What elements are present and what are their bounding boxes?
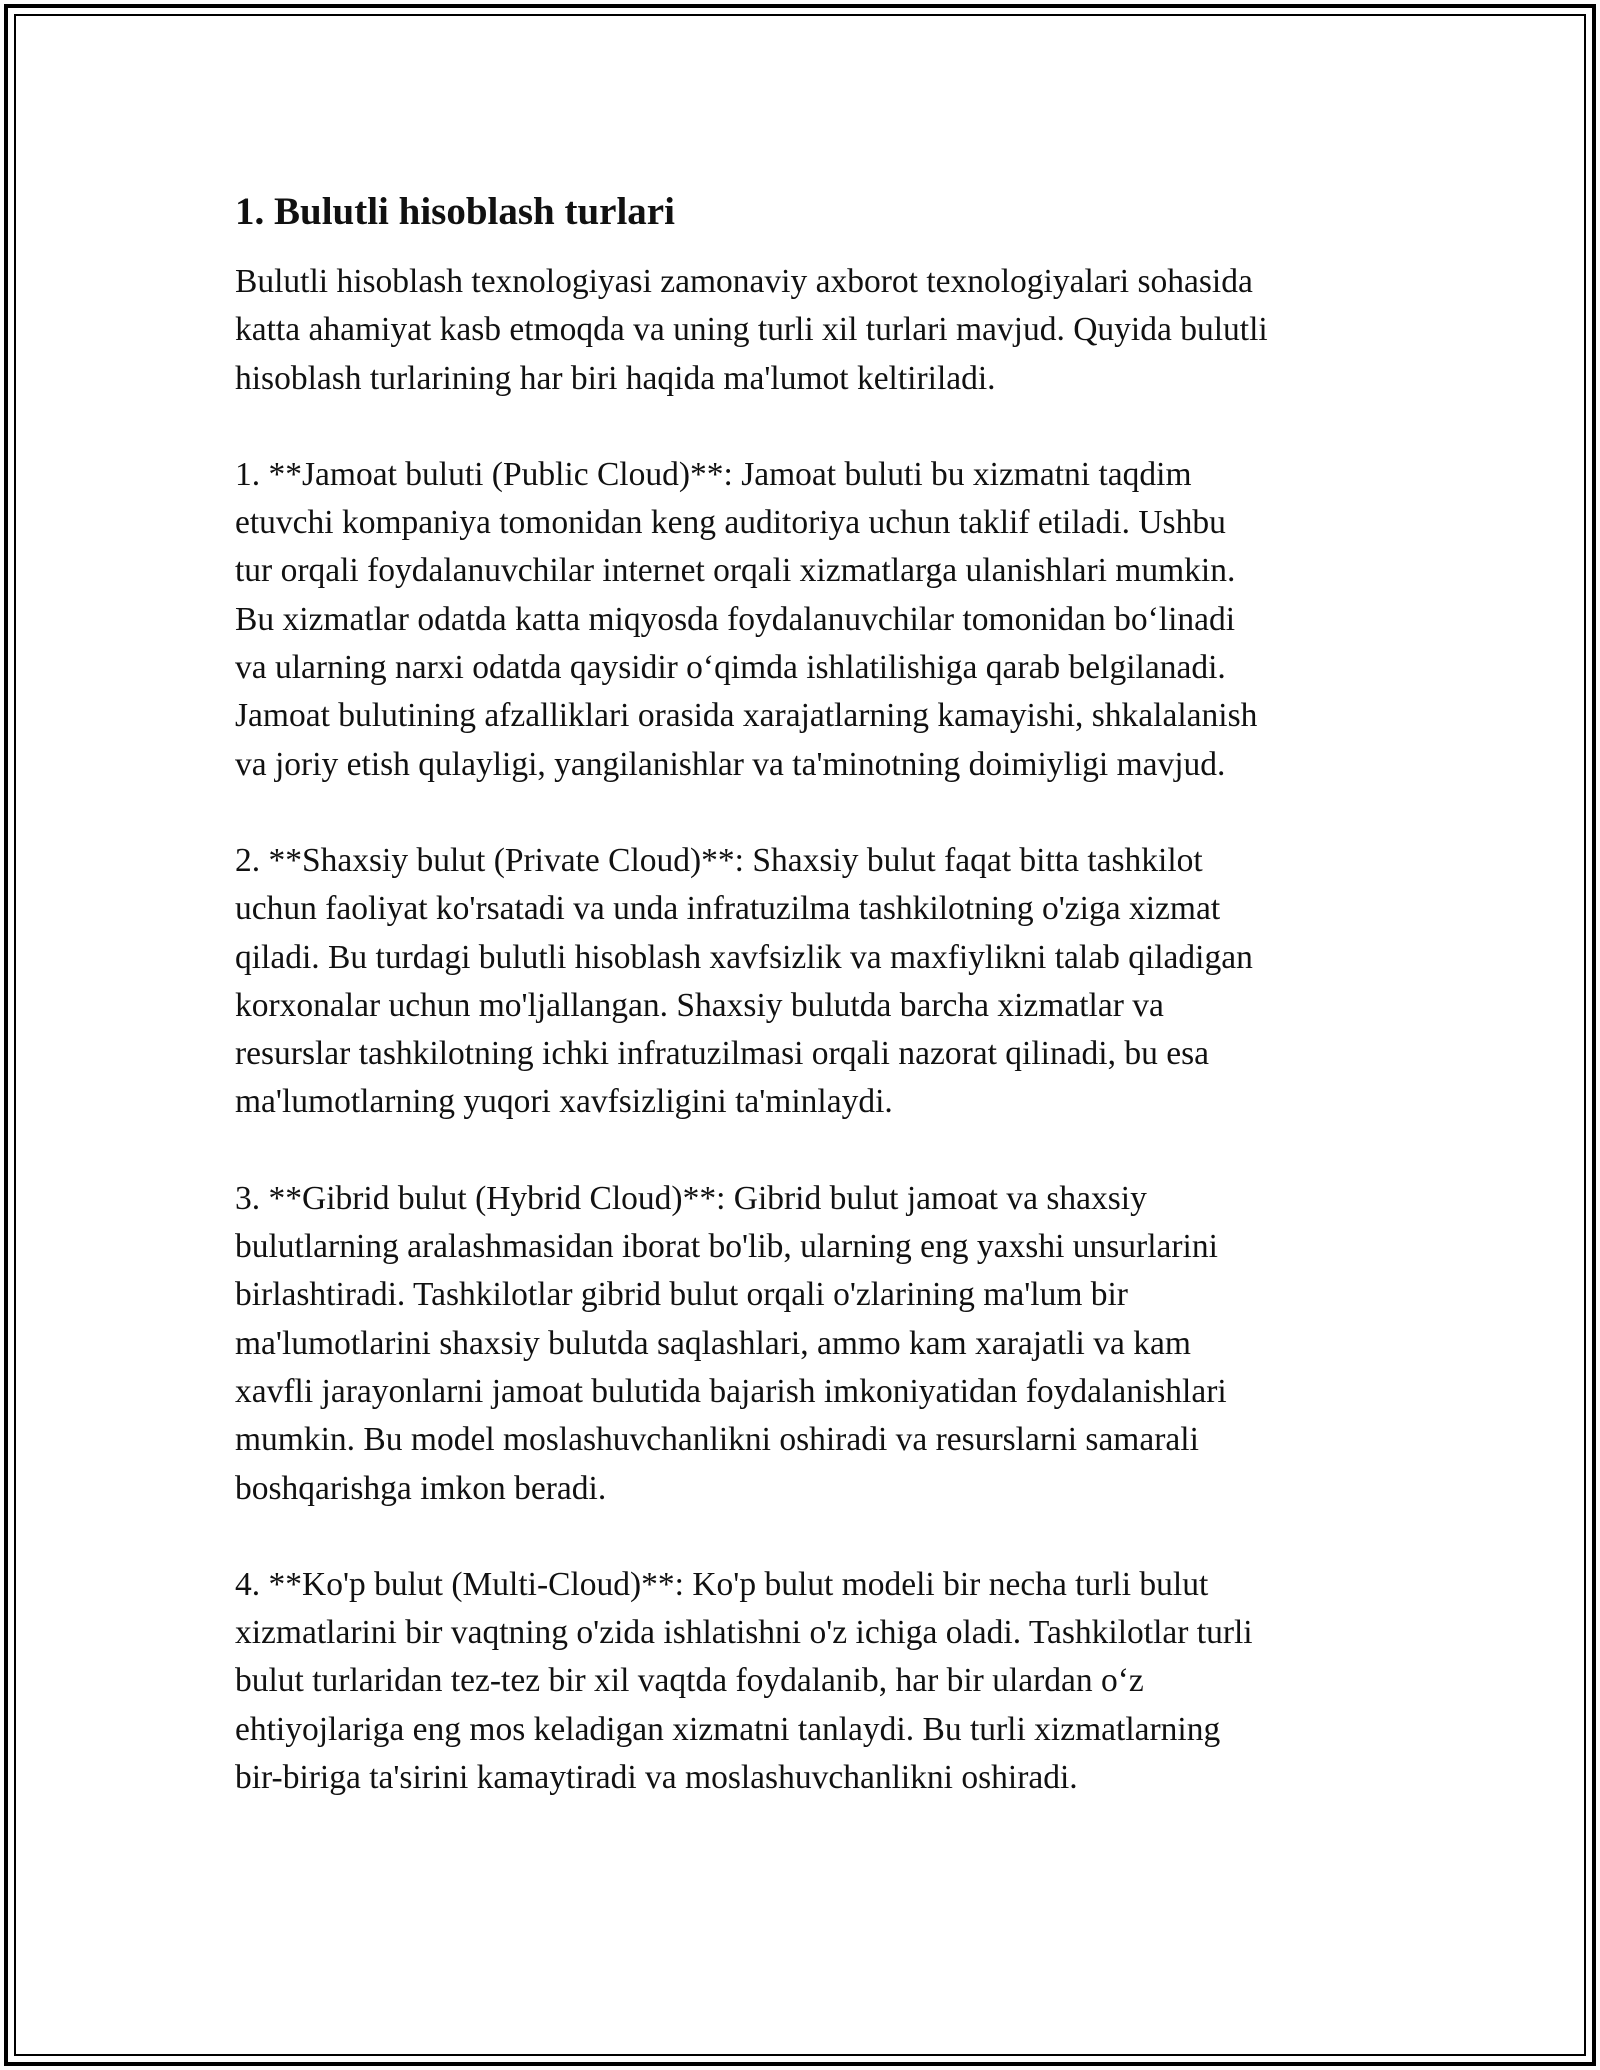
- section-heading: 1. Bulutli hisoblash turlari: [235, 190, 675, 233]
- private-cloud-paragraph: 2. **Shaxsiy bulut (Private Cloud)**: Shaxsiy bulut faqat bitta tashkilot uchun faoliyat ko'rsatadi va unda infratuzilma tashkilotning o'ziga xizmat qiladi. Bu turdagi bulutli hisoblash xavfsizlik va maxfiylikni talab qiladigan korxonalar uchun mo'ljallangan. Shaxsiy bulutda barcha xizmatlar va resurslar tashkilotning ichki infratuzilmasi orqali nazorat qilinadi, bu esa ma'lumotlarning yuqori xavfsizligini ta'minlaydi.: [235, 841, 1253, 1121]
- intro-paragraph: Bulutli hisoblash texnologiyasi zamonaviy axborot texnologiyalari sohasida katta ahamiyat kasb etmoqda va uning turli xil turlari mavjud. Quyida bulutli hisoblash turlarining har biri haqida ma'lumot keltiriladi.: [235, 263, 1268, 397]
- document-body: [235, 186, 1375, 1802]
- public-cloud-paragraph: 1. **Jamoat buluti (Public Cloud)**: Jamoat buluti bu xizmatni taqdim etuvchi kompaniya tomonidan keng auditoriya uchun taklif etiladi. Ushbu tur orqali foydalanuvchilar internet orqali xizmatlarga ulanishlari mumkin. Bu xizmatlar odatda katta miqyosda foydalanuvchilar tomonidan bo‘linadi va ularning narxi odatda qaysidir o‘qimda ishlatilishiga qarab belgilanadi. Jamoat bulutining afzalliklari orasida xarajatlarning kamayishi, shkalalanish va joriy etish qulayligi, yangilanishlar va ta'minotning doimiyligi mavjud.: [235, 455, 1258, 783]
- multi-cloud-paragraph: 4. **Ko'p bulut (Multi-Cloud)**: Ko'p bulut modeli bir necha turli bulut xizmatlarini bir vaqtning o'zida ishlatishni o'z ichiga oladi. Tashkilotlar turli bulut turlaridan tez-tez bir xil vaqtda foydalanib, har bir ulardan o‘z ehtiyojlariga eng mos keladigan xizmatni tanlaydi. Bu turli xizmatlarning bir-biriga ta'sirini kamaytiradi va moslashuvchanlikni oshiradi.: [235, 1565, 1253, 1797]
- hybrid-cloud-paragraph: 3. **Gibrid bulut (Hybrid Cloud)**: Gibrid bulut jamoat va shaxsiy bulutlarning aralashmasidan iborat bo'lib, ularning eng yaxshi unsurlarini birlashtiradi. Tashkilotlar gibrid bulut orqali o'zlarining ma'lum bir ma'lumotlarini shaxsiy bulutda saqlashlari, ammo kam xarajatli va kam xavfli jarayonlarni jamoat bulutida bajarish imkoniyatidan foydalanishlari mumkin. Bu model moslashuvchanlikni oshiradi va resurslarni samarali boshqarishga imkon beradi.: [235, 1179, 1227, 1507]
